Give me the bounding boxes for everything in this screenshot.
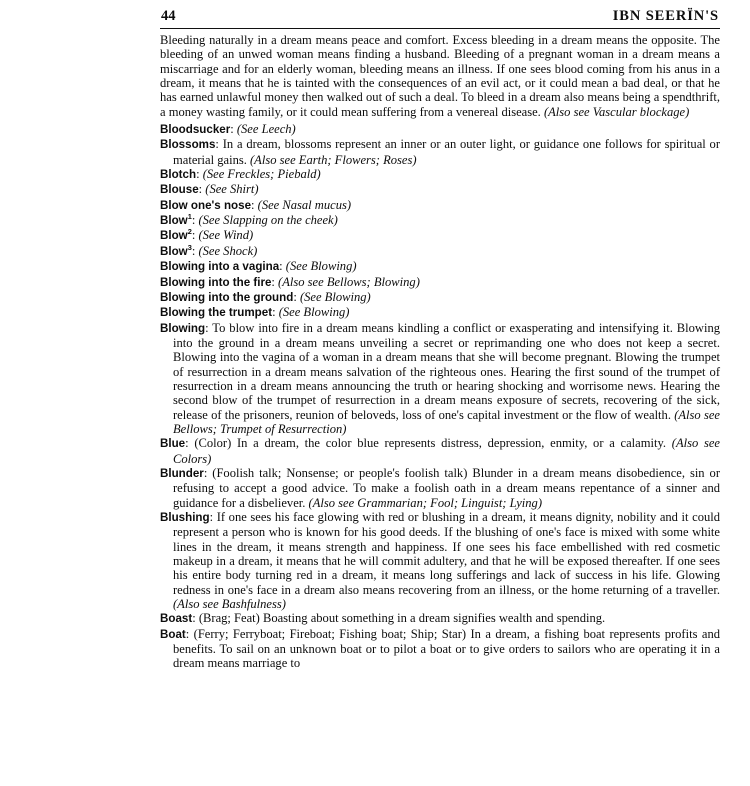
entry-headword: Bloodsucker bbox=[160, 123, 231, 137]
dictionary-entry bbox=[160, 122, 720, 137]
entry-crossref: (See Leech) bbox=[236, 122, 296, 137]
dictionary-entry bbox=[160, 244, 720, 259]
entry-headword: Blowing bbox=[160, 321, 206, 335]
entry-headword: Blowing into the fire bbox=[160, 275, 272, 289]
dictionary-entry bbox=[160, 466, 720, 510]
book-title: IBN SEERÏN'S bbox=[612, 8, 719, 24]
dictionary-entry bbox=[160, 611, 720, 626]
entry-crossref: (See Wind) bbox=[198, 228, 254, 243]
entry-colon: : bbox=[293, 289, 300, 304]
entry-colon: : bbox=[196, 167, 203, 182]
entry-headword: Boast bbox=[160, 612, 193, 626]
entry-crossref: (Also see Bellows; Blowing) bbox=[278, 274, 420, 289]
dictionary-entry bbox=[160, 305, 720, 320]
dictionary-entry bbox=[160, 627, 720, 671]
entry-colon: : bbox=[230, 122, 237, 137]
entry-headword-superscript: 2 bbox=[187, 227, 192, 237]
entry-colon: : bbox=[251, 197, 258, 212]
entry-colon: : bbox=[185, 436, 195, 451]
entry-headword: Blue bbox=[160, 437, 186, 451]
dictionary-entry bbox=[160, 510, 720, 611]
entry-colon: : bbox=[191, 243, 199, 258]
entry-body: (Brag; Feat) Boasting about something in a dream signifies wealth and spending. bbox=[198, 611, 606, 626]
entry-body: (Ferry; Ferryboat; Fireboat; Fishing boat; Ship; Star) In a dream, a fishing boat represents profits and benefits. To sail on an unknown boat or to pilot a boat or to give orders to sailors who are operating it in a dream means marriage to bbox=[173, 626, 720, 671]
entry-headword: Blow$^1$ bbox=[160, 212, 192, 228]
entry-body: In a dream, blossoms represent an inner or an outer light, or guidance one follows for spiritual or material gains. bbox=[173, 137, 721, 167]
dictionary-entry bbox=[160, 137, 720, 167]
entry-colon: : bbox=[272, 305, 279, 320]
entry-crossref: (Also see Bashfulness) bbox=[173, 597, 286, 612]
dictionary-entry bbox=[160, 198, 720, 213]
entry-body: To blow into fire in a dream means kindling a conflict or exasperating and intensifying it. Blowing into the ground in a dream means unveiling a secret or reprimanding one who does not keep a secret. Blowing into the vagina of a woman in a dream means that she will become pregnant. Blowing the trumpet of resurrection in a dream means salvation of the righteous ones. Hearing the first sound of the trumpet of resurrection in a dream means announcing the truth or hearing shocking and worrisome news. Hearing the second blow of the trumpet of resurrection in a dream means exposure of secrets, recovering of the sick, release of the prisoners, reunion of beloveds, loss of one's capital investment or the flow of wealth. bbox=[173, 320, 720, 422]
entry-headword: Blossoms bbox=[160, 138, 216, 152]
entry-colon: : bbox=[191, 213, 199, 228]
entry-headword: Blushing bbox=[160, 511, 210, 524]
header-rule bbox=[160, 28, 720, 29]
entry-body: (Color) In a dream, the color blue represents distress, depression, enmity, or a calamity. bbox=[194, 436, 672, 451]
entry-colon: : bbox=[205, 320, 213, 335]
entry-body: (Foolish talk; Nonsense; or people's foolish talk) Blunder in a dream means disobedience, sin or refusing to accept a good advice. To make a foolish oath in a dream means repentance of a sinner and guidance for a disbeliever. bbox=[173, 465, 720, 510]
entry-crossref: (Also see Bellows; Trumpet of Resurrection) bbox=[173, 407, 720, 436]
entry-headword: Blow one's nose bbox=[160, 198, 252, 212]
entry-colon: : bbox=[192, 611, 199, 626]
entry-headword: Blow$^3$ bbox=[160, 242, 192, 258]
entry-headword-superscript: 1 bbox=[187, 212, 192, 222]
entry-crossref: (Also see Earth; Flowers; Roses) bbox=[250, 152, 417, 167]
entry-headword: Boat bbox=[160, 627, 186, 641]
entry-colon: : bbox=[185, 626, 194, 641]
entry-crossref: (See Freckles; Piebald) bbox=[202, 167, 321, 182]
entry-body: If one sees his face glowing with red or blushing in a dream, it means dignity, nobility and it could represent a person who is known for his good deeds. If the blushing of one's face is mixed with some white lines in the dream, it means strength and happiness. If one sees his face embellished with red cosmetic makeup in a dream, it means that he will commit adultery, and that he will be exposed thereafter. If one sees his entire body turning red in a dream, it means long sufferings and lack of success in his life. Glowing redness in one's face in a dream also means recovering from an illness, or the home returning of a traveller. bbox=[173, 510, 721, 597]
dictionary-entry bbox=[160, 213, 720, 228]
entry-crossref: (See Shirt) bbox=[205, 182, 259, 197]
entry-colon: : bbox=[198, 182, 206, 197]
entry-crossref: (Also see Colors) bbox=[173, 436, 720, 466]
entry-colon: : bbox=[209, 510, 217, 524]
entry-headword: Blowing the trumpet bbox=[160, 306, 273, 320]
dictionary-entry bbox=[160, 290, 720, 305]
entry-colon: : bbox=[279, 259, 286, 274]
entry-headword-superscript: 3 bbox=[187, 242, 192, 252]
entry-headword: Blow$^2$ bbox=[160, 227, 192, 243]
dictionary-entry bbox=[160, 182, 720, 197]
dictionary-entry bbox=[160, 259, 720, 274]
entry-headword: Blunder bbox=[160, 466, 204, 480]
dictionary-entry bbox=[160, 436, 720, 466]
dictionary-entry bbox=[160, 228, 720, 243]
page-number: 44 bbox=[161, 8, 176, 24]
dictionary-entry bbox=[160, 167, 720, 182]
lead-paragraph-text: Bleeding naturally in a dream means peace and comfort. Excess bleeding in a dream means the opposite. The bleeding of an unwed woman means finding a husband. Bleeding of a pregnant woman in a dream means a miscarriage and for an elderly woman, bleeding means an illness. If one sees blood coming from his anus in a dream, it means that he is tainted with the consequences of an evil act, or it could mean a bad deal, or that he has earned unlawful money then walked out of such a deal. To bleed in a dream also means being a spendthrift, a money wasting family, or it could mean suffering from a venereal disease. bbox=[160, 33, 720, 119]
entry-crossref: (See Blowing) bbox=[299, 289, 371, 304]
page-text-block bbox=[160, 8, 720, 671]
dictionary-entry-list bbox=[160, 122, 720, 671]
entry-crossref: (See Blowing) bbox=[278, 305, 350, 320]
entry-crossref: (See Nasal mucus) bbox=[257, 197, 352, 212]
running-head bbox=[160, 8, 720, 27]
entry-headword: Blouse bbox=[160, 183, 199, 197]
lead-paragraph-crossref: (Also see Vascular blockage) bbox=[543, 104, 690, 119]
entry-headword: Blotch bbox=[160, 168, 197, 182]
entry-crossref: (Also see Grammarian; Fool; Linguist; Lying) bbox=[308, 495, 543, 510]
entry-colon: : bbox=[191, 228, 199, 243]
dictionary-entry bbox=[160, 275, 720, 290]
entry-headword: Blowing into a vagina bbox=[160, 260, 280, 274]
entry-crossref: (See Slapping on the cheek) bbox=[198, 213, 338, 228]
entry-crossref: (See Blowing) bbox=[285, 259, 357, 274]
lead-paragraph bbox=[160, 33, 720, 119]
entry-colon: : bbox=[215, 137, 223, 152]
entry-colon: : bbox=[271, 274, 279, 289]
entry-colon: : bbox=[203, 465, 213, 480]
dictionary-entry bbox=[160, 321, 720, 437]
entry-headword: Blowing into the ground bbox=[160, 290, 294, 304]
entry-crossref: (See Shock) bbox=[198, 243, 258, 258]
